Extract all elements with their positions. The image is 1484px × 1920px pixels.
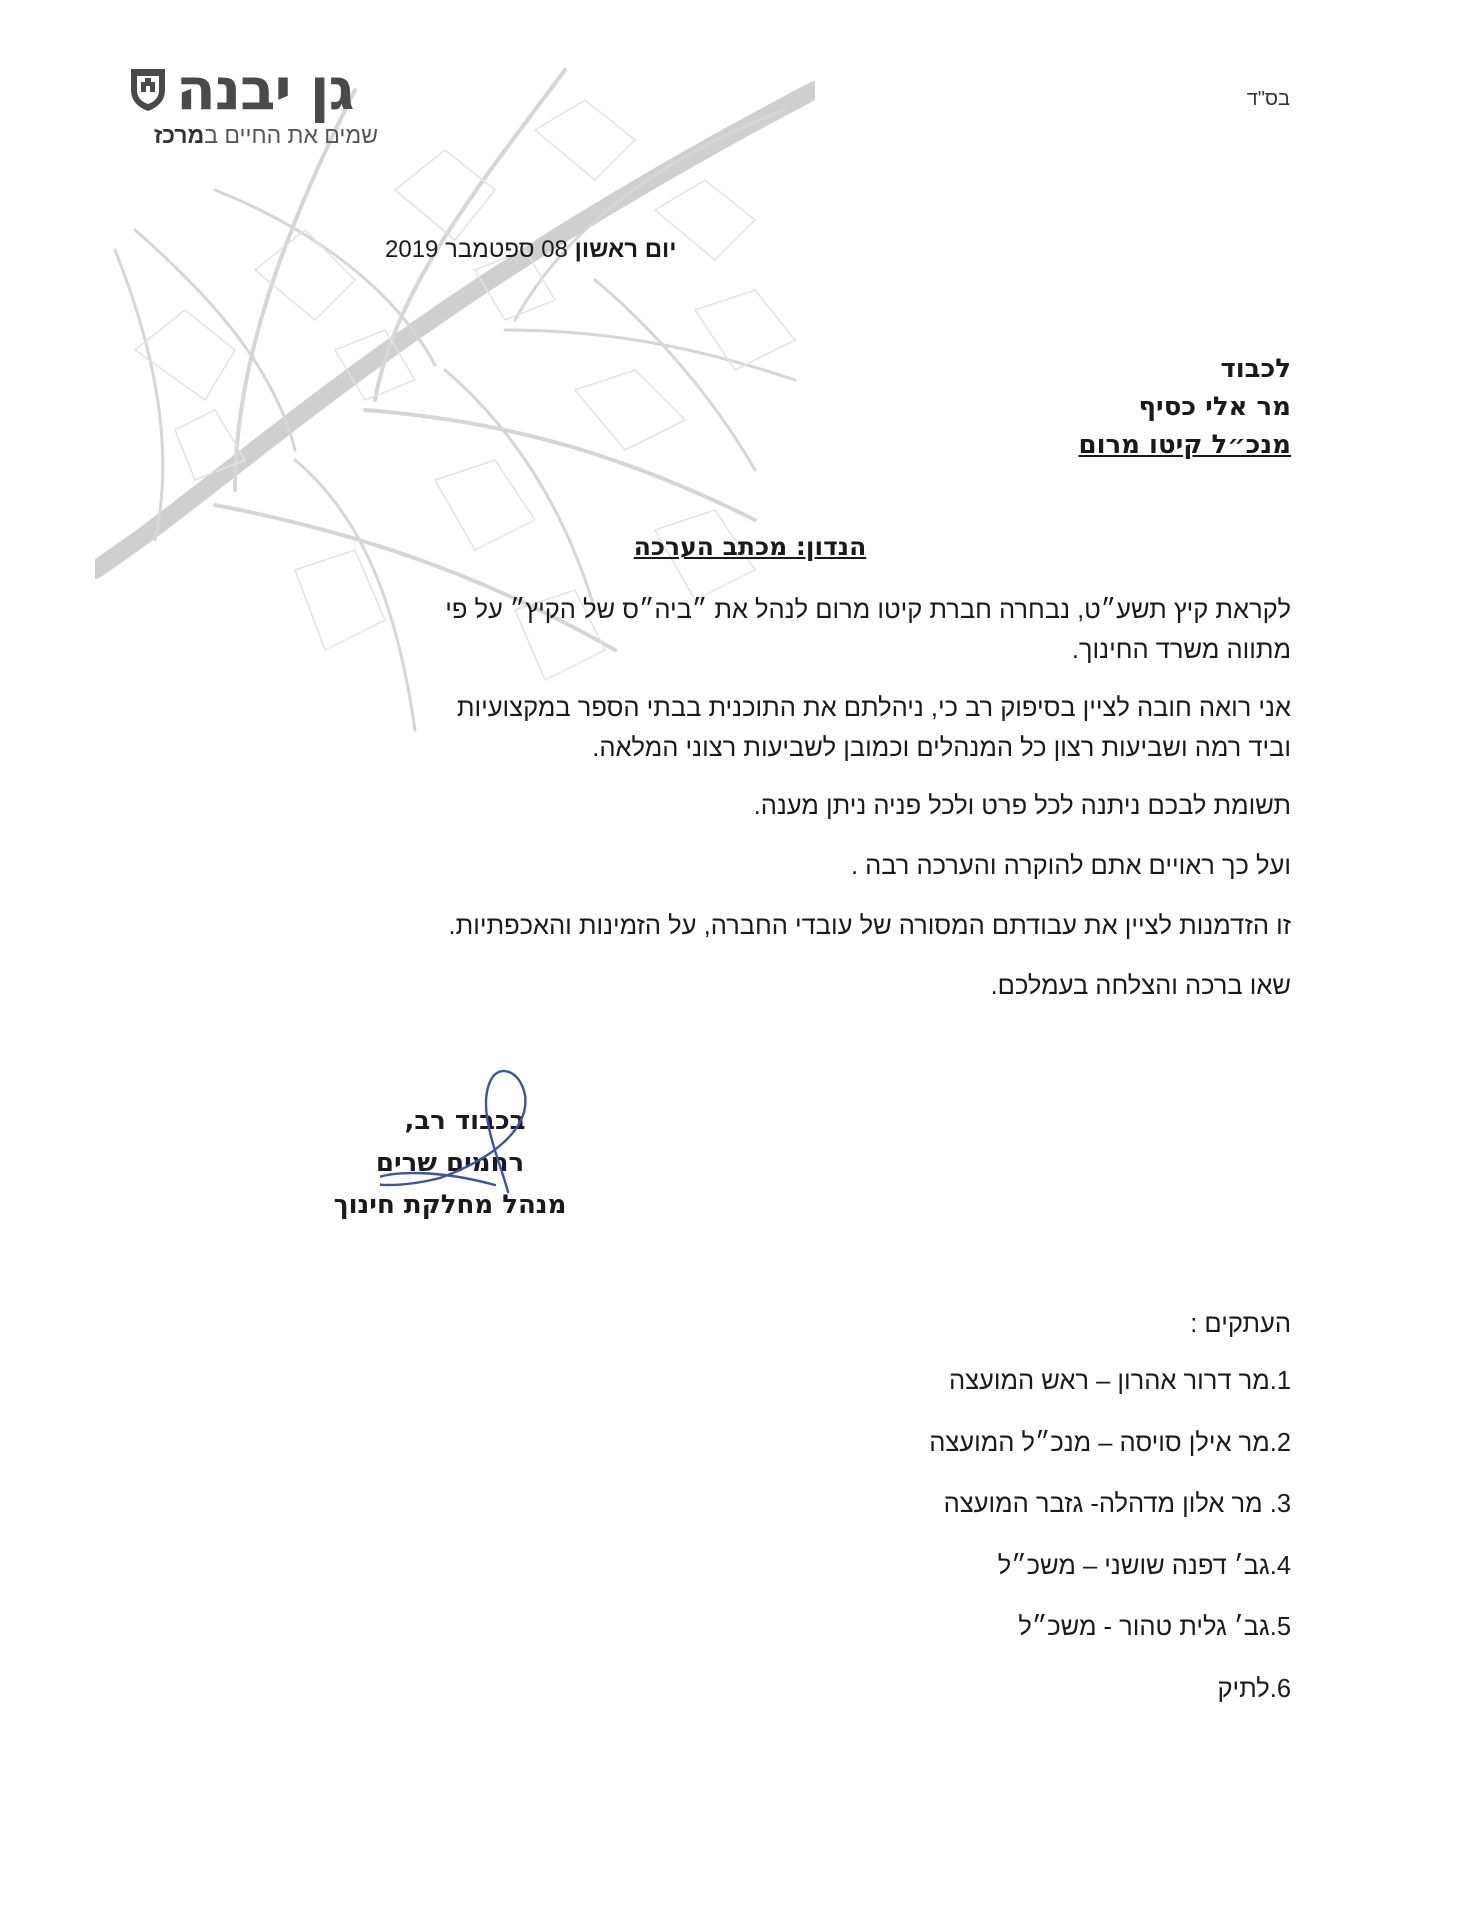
body-paragraph-2 — [291, 688, 1291, 768]
logo-tagline — [128, 122, 378, 149]
municipal-shield-icon — [128, 66, 168, 112]
recipient-block — [1079, 350, 1292, 464]
body-paragraph-5: זו הזדמנות לציין את עבודתם המסורה של עובדי החברה, על הזמינות והאכפתיות. — [448, 912, 1291, 940]
bsd-mark: בס"ד — [1246, 88, 1290, 110]
copies-item: 2.מר אילן סויסה – מנכ״ל המועצה — [929, 1428, 1291, 1457]
body-p1-line1: לקראת קיץ תשע״ט, נבחרה חברת קיטו מרום לנהל את ״ביה״ס של הקיץ״ על פי — [445, 596, 1291, 624]
copies-item: 1.מר דרור אהרון – ראש המועצה — [948, 1367, 1291, 1395]
copies-list — [929, 1361, 1291, 1730]
copies-item: 5.גב׳ גלית טהור - משכ״ל — [1018, 1613, 1291, 1641]
logo-title: גן יבנה — [176, 55, 354, 123]
logo-tagline-prefix: שמים את החיים ב — [204, 122, 378, 148]
closing-regards: בכבוד רב, — [404, 1106, 526, 1136]
body-paragraph-1 — [291, 590, 1291, 670]
copies-item: 6.לתיק — [1217, 1674, 1291, 1703]
copies-item: 4.גב׳ דפנה שושני – משכ״ל — [997, 1551, 1291, 1580]
municipality-logo — [128, 55, 378, 149]
signer-name: רחמים שרים — [375, 1148, 525, 1178]
body-p1-line2: מתווה משרד החינוך. — [1071, 636, 1291, 664]
copies-block — [929, 1310, 1291, 1730]
body-paragraph-6: שאו ברכה והצלחה בעמלכם. — [990, 972, 1291, 1000]
body-p2-line2: וביד רמה ושביעות רצון כל המנהלים וכמובן לשביעות רצוני המלאה. — [592, 734, 1291, 762]
date-value: 08 ספטמבר 2019 — [385, 236, 568, 263]
recipient-name: מר אלי כסיף — [1138, 392, 1291, 422]
letter-body — [291, 590, 1291, 1026]
recipient-title: מנכ״ל קיטו מרום — [1078, 430, 1291, 460]
date-day: יום ראשון — [574, 236, 677, 263]
copies-item: 3. מר אלון מדהלה- גזבר המועצה — [943, 1490, 1291, 1518]
handwritten-signature — [380, 1060, 580, 1210]
body-paragraph-4: ועל כך ראויים אתם להוקרה והערכה רבה . — [850, 852, 1291, 880]
signer-title: מנהל מחלקת חינוך — [333, 1190, 567, 1220]
logo-tagline-emphasis: מרכז — [153, 122, 205, 148]
letter-date — [385, 236, 677, 264]
letter-subject: הנדון: מכתב הערכה — [633, 532, 867, 561]
body-p2-line1: אני רואה חובה לציין בסיפוק רב כי, ניהלתם את התוכנית בבתי הספר במקצועיות — [456, 694, 1291, 722]
body-paragraph-3: תשומת לבכם ניתנה לכל פרט ולכל פניה ניתן מענה. — [753, 792, 1291, 820]
recipient-salutation: לכבוד — [1220, 354, 1291, 384]
copies-title: העתקים : — [1190, 1310, 1291, 1338]
